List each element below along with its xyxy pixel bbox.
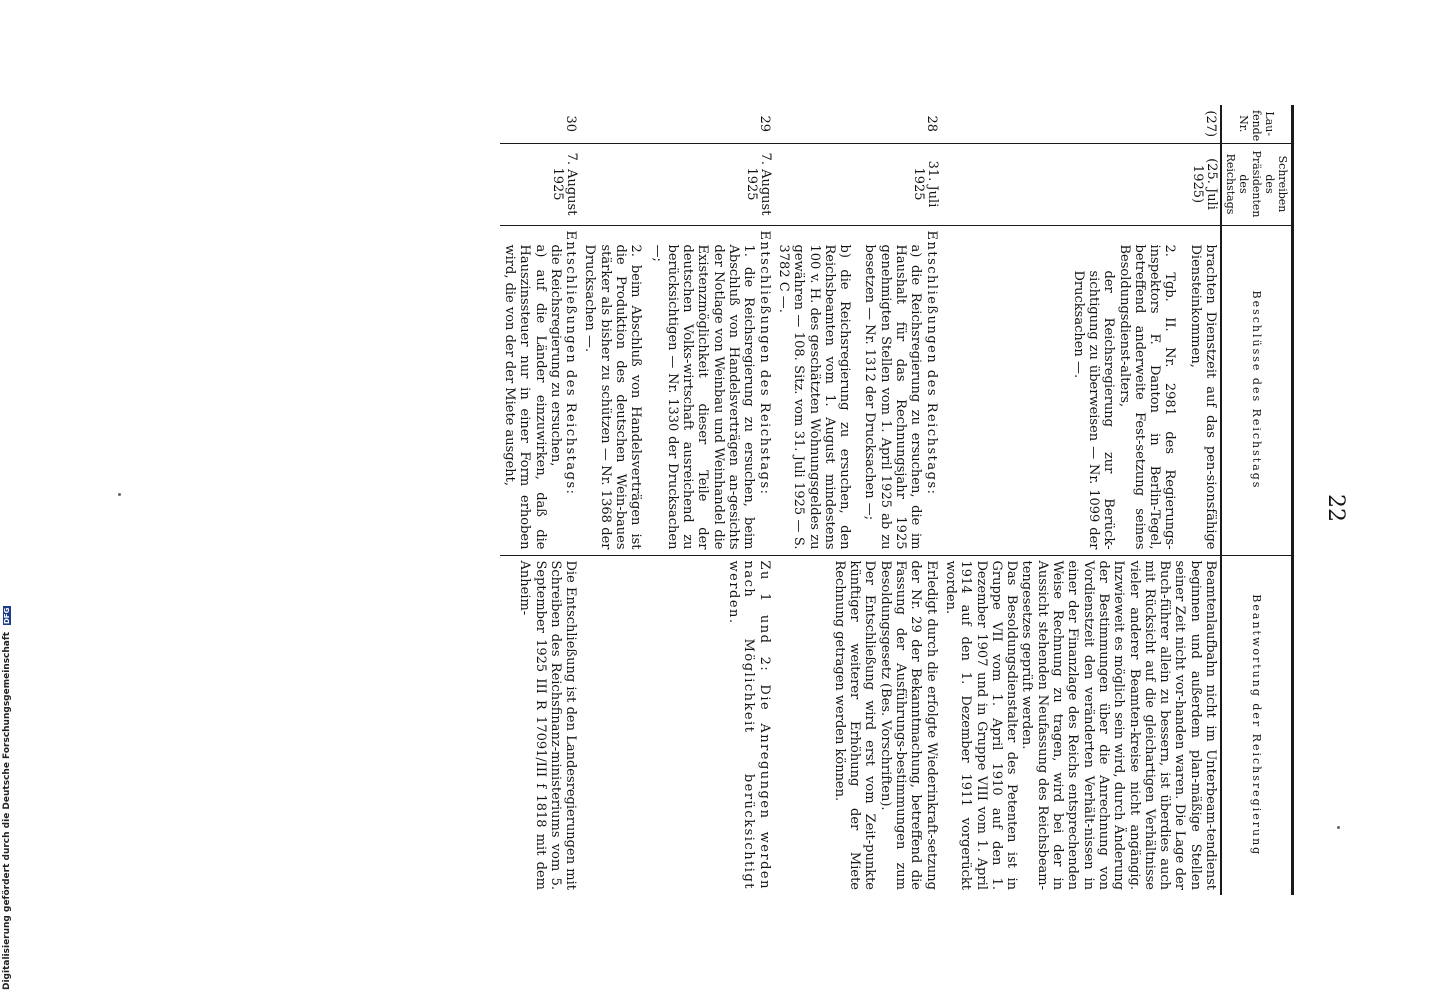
beschluss-cell	[941, 225, 1221, 555]
row-date: (25. Juli 1925)	[941, 143, 1221, 225]
beschluss-cell	[580, 225, 774, 555]
antwort-text: Das Besoldungsdienstalter des Petenten ist in Gruppe VII vom 1. April 1910 auf den 1. Dezember 1907 und in Gruppe VIII vom 1. April 1914 auf den 1. Dezember 1911 vorgerückt worden.	[942, 560, 1020, 890]
row-number: 28	[923, 115, 939, 133]
col-header-beschluesse: Beschlüsse des Reichstags	[1221, 225, 1293, 555]
beschluss-cell	[774, 225, 941, 555]
beschluss-text: brachten Dienstzeit auf das pen-sionsfähige Diensteinkommen,	[1187, 244, 1218, 550]
table-row	[941, 105, 1221, 895]
row-number: 29	[756, 115, 772, 133]
antwort-text: Erledigt durch die erfolgte Wiederinkraft-setzung der Nr. 29 der Bekanntmachung, betreffend die Fassung der Ausführungs-bestimmungen zum Besoldungsgesetz (Bes. Vorschriften).	[877, 560, 939, 890]
beschluss-text: der Reichsregierung zur Berück-sichtigung zu überweisen — Nr. 1099 der Drucksachen —.	[1070, 270, 1117, 550]
beschluss-title: Entschließungen des Reichstags:	[756, 230, 772, 496]
row-number: 30	[563, 115, 579, 133]
beschluss-text: 2. beim Abschluß von Handelsverträgen ist die Produktion des deutschen Wein-baues stärker als bisher zu schützen — Nr. 1368 der Drucksachen —.	[582, 244, 644, 550]
antwort-text: Die Entschließung ist den Landesregierungen mit Schreiben des Reichsfinanz-ministeriums vom 5. September 1925 III R 17091/III f 1818 mit dem Anheim-	[517, 560, 579, 890]
antwort-cell	[580, 555, 774, 895]
table-header-row	[1221, 105, 1293, 895]
table-row	[500, 105, 580, 895]
dfg-logo: DFG	[3, 607, 11, 624]
antwort-text: Zu 1 und 2: Die Anregungen werden nach Möglichkeit berücksichtigt werden.	[726, 560, 772, 890]
col-header-laufende-nr: Lau-fende Nr.	[1221, 105, 1293, 143]
beschluss-text: a) auf die Länder einzuwirken, daß die Hauszinssteuer nur in einer Form erhoben wird, die von der der Miete ausgeht,	[501, 244, 548, 550]
beschluss-cell	[500, 225, 580, 555]
antwort-cell	[774, 555, 941, 895]
table-row	[774, 105, 941, 895]
table-row	[580, 105, 774, 895]
beschluss-text: a) die Reichsregierung zu ersuchen, die im Haushalt für das Rechnungsjahr 1925 genehmigten Stellen vom 1. April 1925 ab zu besetzen — Nr. 1312 der Drucksachen —;	[862, 244, 924, 550]
beschluss-text: 1. die Reichsregierung zu ersuchen, beim Abschluß von Handelsverträgen an-gesichts der Notlage von Weinbau und Weinhandel die Existenzmöglichkeit dieser Teile der deutschen Volks-wirtschaft ausreichend zu berücksichtigen — Nr. 1330 der Drucksachen —;	[649, 244, 757, 550]
antwort-cell	[941, 555, 1221, 895]
beschluss-text: die Reichsregierung zu ersuchen,	[547, 244, 563, 467]
page-number: 22	[1323, 494, 1348, 522]
row-number: (27)	[1203, 110, 1218, 138]
digitization-credit-text: Digitalisierung gefördert durch die Deutsche Forschungsgemeinschaft	[2, 631, 12, 990]
beschluss-text: b) die Reichsregierung zu ersuchen, den Reichsbeamten vom 1. August mindestens 100 v. H. des geschätzten Wohnungsgeldes zu gewähren — 108. Sitz. vom 31. Juli 1925 — S. 3782 C —.	[775, 244, 853, 550]
beschluss-title: Entschließungen des Reichstags:	[563, 230, 579, 496]
row-date: 7. August 1925	[580, 143, 774, 225]
beschluss-text: 2. Tgb. II. Nr. 2981 des Regierungs-inspektors F. Danton in Berlin-Tegel, betreffend anderweite Fest-setzung seines Besoldungsdienst-alters,	[1116, 244, 1178, 550]
antwort-text: Der Entschließung wird erst vom Zeit-punkte künftiger weiterer Erhöhung der Miete Rechnung getragen werden können.	[831, 560, 878, 890]
antwort-cell	[500, 555, 580, 895]
petition-table	[500, 105, 1294, 895]
beschluss-title: Entschließungen des Reichstags:	[923, 230, 939, 496]
row-date: 31. Juli 1925	[774, 143, 941, 225]
col-header-schreiben: Schreiben des Präsidenten des Reichstags	[1221, 143, 1293, 225]
row-date: 7. August 1925	[500, 143, 580, 225]
antwort-text: Beamtenlaufbahn nicht im Unterbeam-tendienst beginnen und außerdem plan-mäßige Stellen seiner Zeit nicht vor-handen waren. Die Lage der Buch-führer allein zu bessern, ist überdies auch mit Rücksicht auf die gleichartigen Verhältnisse vieler anderer Beamten-kreise nicht angängig. Inzwieweit es möglich sein wird, durch Änderung der Bestimmungen über die Anrechnung von Vordienstzeit den veränderten Verhält-nissen in einer der Finanzlage des Reichs entsprechenden Weise Rechnung zu tragen, wird bei der in Aussicht stehenden Neufassung des Reichsbeam-tengesetzes geprüft werden.	[1019, 560, 1218, 890]
col-header-beantwortung: Beantwortung der Reichsregierung	[1221, 555, 1293, 895]
